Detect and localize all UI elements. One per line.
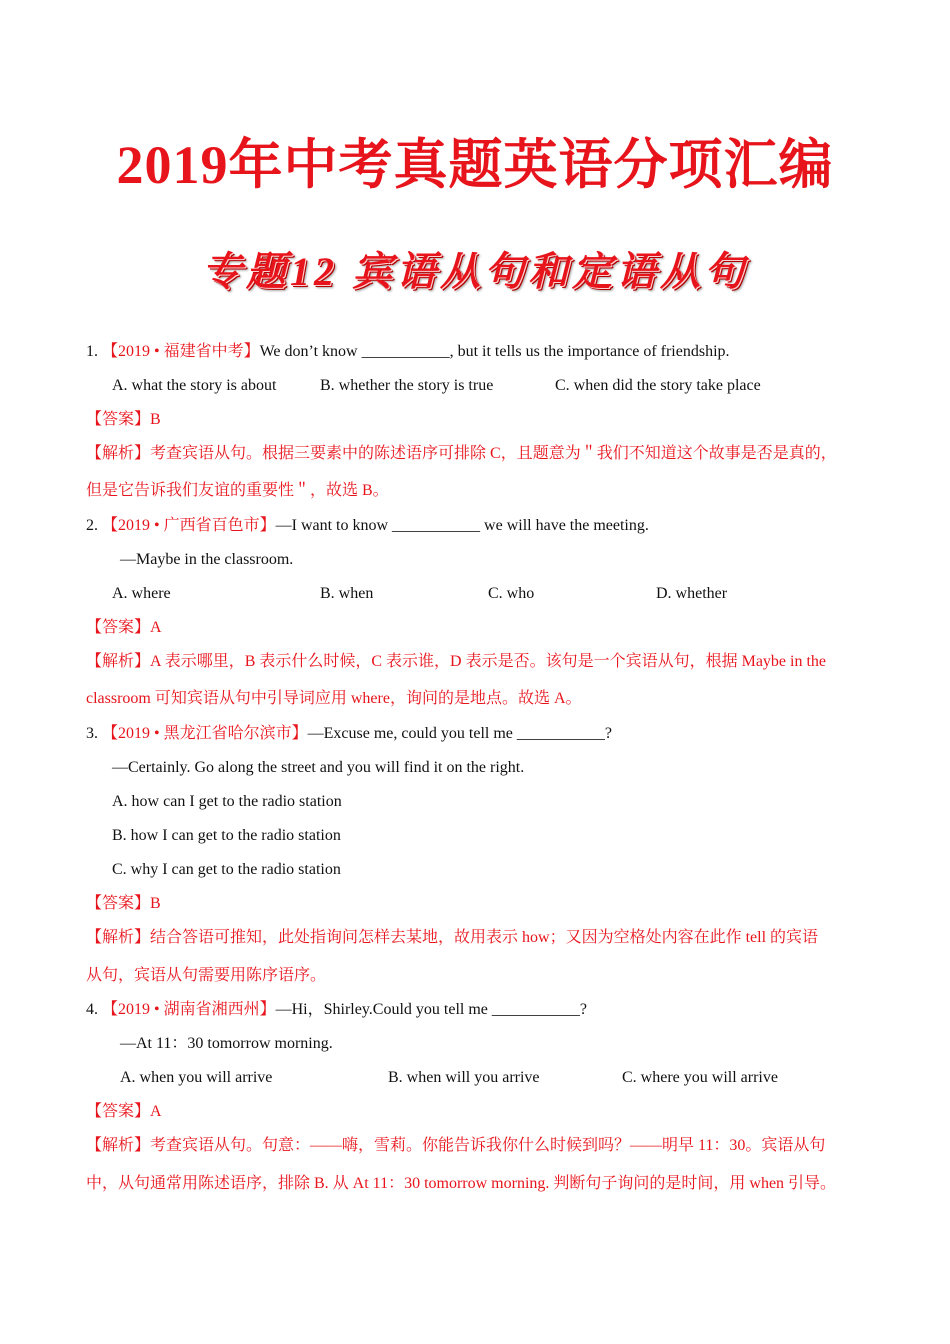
option-d: D. whether <box>656 585 728 602</box>
analysis-text: 结合答语可推知，此处指询问怎样去某地，故用表示 how；又因为空格处内容在此作 tell 的宾语 <box>150 929 819 946</box>
page-title: 2019年中考真题英语分项汇编 <box>116 135 834 195</box>
answer-line <box>86 1102 162 1122</box>
question-text: We don’t know ___________, but it tells us the importance of friendship. <box>259 343 730 360</box>
question-reply: —Certainly. Go along the street and you will find it on the right. <box>112 759 525 776</box>
analysis-label: 【解析】 <box>86 653 151 670</box>
question-text: —Hi，Shirley.Could you tell me ___________? <box>275 1001 587 1018</box>
question-2-stem <box>86 516 649 536</box>
question-1-stem <box>86 342 730 362</box>
question-number: 3. <box>86 725 102 742</box>
question-text: —I want to know ___________ we will have the meeting. <box>275 517 649 534</box>
answer-label: 【答案】 <box>86 411 151 428</box>
analysis-text: 考查宾语从句。根据三要素中的陈述语序可排除 C，且题意为＂我们不知道这个故事是否是真的， <box>150 445 837 462</box>
question-reply: —Maybe in the classroom. <box>120 551 294 568</box>
answer-line <box>86 618 162 638</box>
option-a: A. how can I get to the radio station <box>112 793 342 810</box>
page-subtitle: 专题12 宾语从句和定语从句 <box>202 249 748 294</box>
question-number: 1. <box>86 343 102 360</box>
analysis-continuation: 但是它告诉我们友谊的重要性＂，故选 B。 <box>86 482 389 499</box>
option-c: C. when did the story take place <box>555 377 761 394</box>
analysis-label: 【解析】 <box>86 1137 151 1154</box>
answer-value: B <box>150 895 161 912</box>
option-a: A. what the story is about <box>112 377 277 394</box>
question-number: 2. <box>86 517 102 534</box>
question-source: 【2019 • 广西省百色市】 <box>102 517 276 534</box>
answer-value: B <box>150 411 161 428</box>
option-b: B. when will you arrive <box>388 1069 540 1086</box>
answer-label: 【答案】 <box>86 1103 151 1120</box>
option-b: B. how I can get to the radio station <box>112 827 341 844</box>
analysis-line <box>86 1136 825 1156</box>
option-c: C. who <box>488 585 535 602</box>
analysis-line <box>86 652 826 672</box>
answer-value: A <box>150 619 162 636</box>
analysis-continuation: 从句，宾语从句需要用陈序语序。 <box>86 967 327 984</box>
question-source: 【2019 • 福建省中考】 <box>102 343 260 360</box>
answer-label: 【答案】 <box>86 619 151 636</box>
question-text: —Excuse me, could you tell me ___________? <box>307 725 612 742</box>
analysis-text: 考查宾语从句。句意：——嗨，雪莉。你能告诉我你什么时候到吗？——明早 11：30。宾语从句 <box>150 1137 826 1154</box>
analysis-label: 【解析】 <box>86 929 151 946</box>
question-number: 4. <box>86 1001 102 1018</box>
option-c: C. where you will arrive <box>622 1069 778 1086</box>
option-b: B. whether the story is true <box>320 377 494 394</box>
option-c: C. why I can get to the radio station <box>112 861 341 878</box>
answer-label: 【答案】 <box>86 895 151 912</box>
analysis-line <box>86 444 837 464</box>
option-b: B. when <box>320 585 374 602</box>
analysis-continuation: classroom 可知宾语从句中引导词应用 where，询问的是地点。故选 A。 <box>86 690 582 707</box>
option-a: A. when you will arrive <box>120 1069 273 1086</box>
option-a: A. where <box>112 585 171 602</box>
question-source: 【2019 • 湖南省湘西州】 <box>102 1001 276 1018</box>
answer-value: A <box>150 1103 162 1120</box>
analysis-text: A 表示哪里，B 表示什么时候，C 表示谁，D 表示是否。该句是一个宾语从句，根据 Maybe in the <box>150 653 827 670</box>
analysis-label: 【解析】 <box>86 445 151 462</box>
answer-line <box>86 894 161 914</box>
question-source: 【2019 • 黑龙江省哈尔滨市】 <box>102 725 308 742</box>
question-4-stem <box>86 1000 587 1020</box>
question-reply: —At 11：30 tomorrow morning. <box>120 1035 333 1052</box>
analysis-line <box>86 928 818 948</box>
analysis-continuation: 中，从句通常用陈述语序，排除 B. 从 At 11：30 tomorrow morning. 判断句子询问的是时间，用 when 引导。 <box>86 1175 837 1192</box>
answer-line <box>86 410 161 430</box>
question-3-stem <box>86 724 612 744</box>
